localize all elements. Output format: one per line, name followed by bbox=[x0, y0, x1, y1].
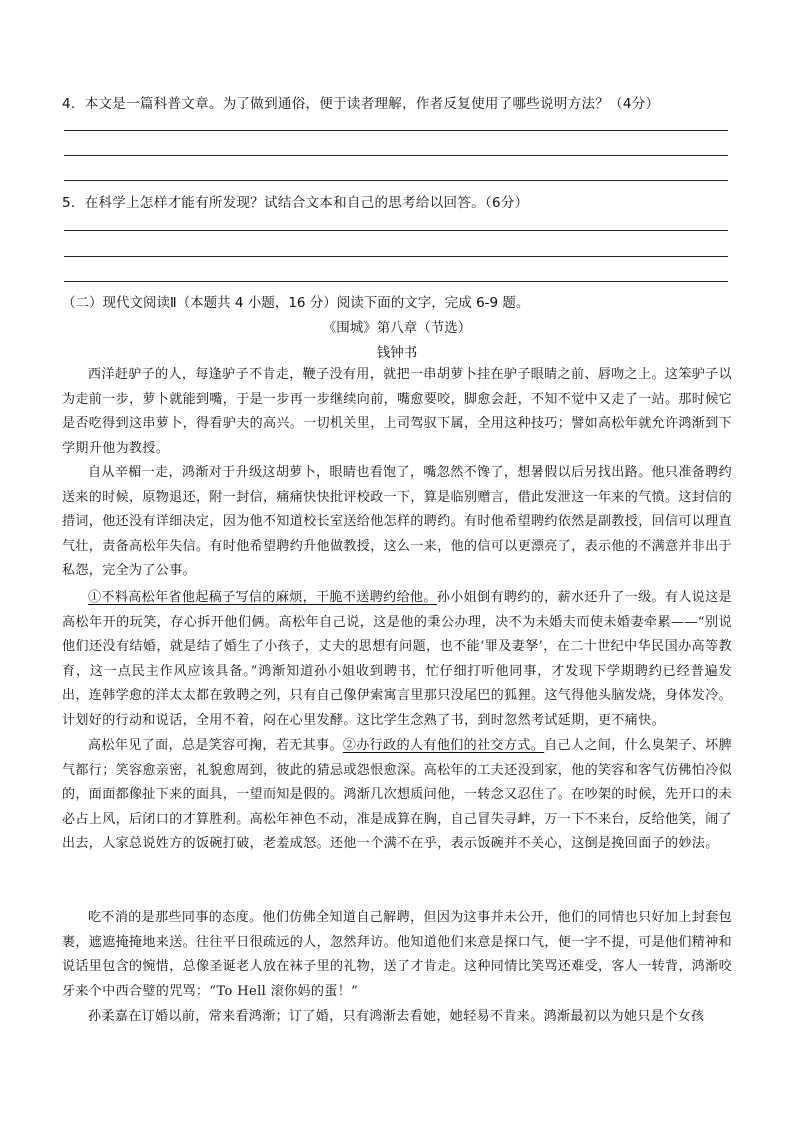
paragraph-4-text-a: 高松年见了面，总是笑容可掬，若无其事。 bbox=[88, 738, 343, 753]
paragraph-1: 西洋赶驴子的人，每逢驴子不肯走，鞭子没有用，就把一串胡萝卜挂在驴子眼睛之前、唇吻之上。这笨驴子以为走前一步，萝卜就能到嘴，于是一步再一步继续向前，嘴愈要咬，脚愈会赶，不知不觉中又走了一站。那时候它是否吃得到这串萝卜，得看驴夫的高兴。一切机关里，上司驾驭下属，全用这种技巧；譬如高松年就允许鸿渐到下学期升他为教授。 bbox=[62, 367, 733, 456]
paragraph-4 bbox=[62, 734, 732, 857]
answer-line bbox=[64, 281, 728, 282]
paragraph-4-text-b: 自己人之间，什么臭架子、坏脾气都行；笑容愈亲密，礼貌愈周到，彼此的猜忌或怨恨愈深。高松年的工夫还没到家，他的笑容和客气仿佛怕冷似的，面面都像扯下来的面具，一望而知是假的。鸿渐几次想质问他，一转念又忍住了。在吵架的时候，先开口的未必占上风，后闭口的才算胜利。高松年神色不动，准是成算在胸，自己冒失寻衅，万一下不来台，反给他笑，闹了出去，人家总说姓方的饭碗打破，老羞成怒。还他一个满不在乎，表示饭碗并不关心，这倒是挽回面子的妙法。 bbox=[62, 738, 733, 852]
answer-line bbox=[64, 155, 728, 156]
paragraph-6: 孙柔嘉在订婚以前，常来看鸿渐；订了婚，只有鸿渐去看她，她轻易不肯来。鸿渐最初以为她只是个女孩 bbox=[88, 1009, 705, 1024]
underlined-sentence-1: ①不料高松年省他起稿子写信的麻烦，干脆不送聘约给他。 bbox=[88, 590, 437, 605]
question-5: 5．在科学上怎样才能有所发现？试结合文本和自己的思考给以回答。（6分） bbox=[62, 195, 529, 211]
answer-line bbox=[64, 256, 728, 257]
paragraph-3-text: 孙小姐倒有聘约的，薪水还升了一级。有人说这是高松年开的玩笑，存心拆开他们俩。高松年自己说，这是他的秉公办理，决不为未婚夫而使未婚妻牵累——“别说他们还没有结婚，就是结了婚生了小孩子，丈夫的思想有问题，也不能‘罪及妻孥’，在二十世纪中华民国办高等教育，这一点民主作风应该具备。”鸿渐知道孙小姐收到聘书，忙仔细打听他同事，才发现下学期聘约已经普遍发出，连韩学愈的洋太太都在敦聘之列，只有自己像伊索寓言里那只没尾巴的狐狸。这气得他头脑发烧，身体发冷。计划好的行动和说话，全用不着，闷在心里发酵。这比学生念熟了书，到时忽然考试延期，更不痛快。 bbox=[62, 590, 733, 728]
paragraph-5: 吃不消的是那些同事的态度。他们仿佛全知道自己解聘，但因为这事并未公开，他们的同情也只好加上封套包裹，遮遮掩掩地来送。往往平日很疏远的人，忽然拜访。他知道他们来意是探口气，便一字不提，可是他们精神和说话里包含的惋惜，总像圣诞老人放在袜子里的礼物，送了才肯走。这种同情比笑骂还难受，客人一转背，鸿渐咬牙来个中西合璧的咒骂：“To Hell 滚你妈的蛋！” bbox=[62, 910, 733, 999]
article-author: 钱钟书 bbox=[376, 345, 418, 361]
paragraph-2: 自从辛楣一走，鸿渐对于升级这胡萝卜，眼睛也看饱了，嘴忽然不馋了，想暑假以后另找出路。他只准备聘约送来的时候，原物退还，附一封信，痛痛快快批评校政一下，算是临别赠言，借此发泄这一年来的气愤。这封信的措词，他还没有详细决定，因为他不知道校长室送给他怎样的聘约。有时他希望聘约依然是副教授，回信可以理直气壮，责备高松年失信。有时他希望聘约升他做教授，这么一来，他的信可以更漂亮了，表示他的不满意并非出于私怨，完全为了公事。 bbox=[62, 465, 733, 579]
section-heading: （二）现代文阅读Ⅱ（本题共 4 小题，16 分）阅读下面的文字，完成 6-9 题。 bbox=[62, 295, 530, 311]
question-4: 4．本文是一篇科普文章。为了做到通俗，便于读者理解，作者反复使用了哪些说明方法？（4分） bbox=[62, 96, 660, 112]
answer-line bbox=[64, 180, 728, 181]
underlined-sentence-2: ②办行政的人有他们的社交方式。 bbox=[342, 738, 545, 753]
article-title: 《围城》第八章（节选） bbox=[322, 320, 472, 336]
answer-line bbox=[64, 230, 728, 231]
paragraph-3 bbox=[62, 586, 732, 734]
answer-line bbox=[64, 130, 728, 131]
